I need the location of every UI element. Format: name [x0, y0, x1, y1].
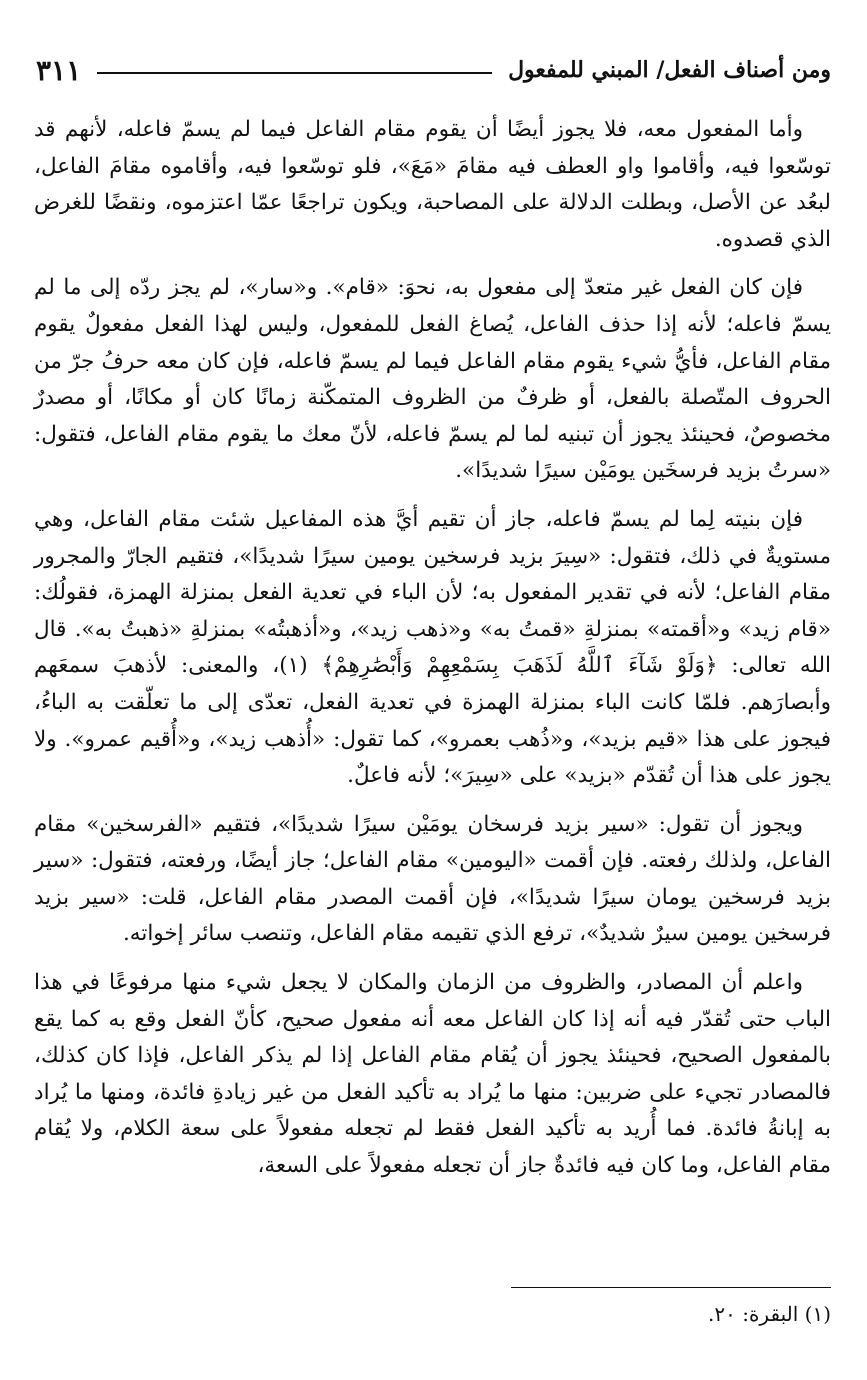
paragraph-4: ويجوز أن تقول: «سير بزيد فرسخان يومَيْن سيرًا شديدًا»، فتقيم «الفرسخين» مقام الفاعل، ولذلك رفعته. فإن أقمت «اليومين» مقام الفاعل؛ جاز أيضًا، ورفعته، فتقول: «سير بزيد فرسخين يومان سيرًا شديدًا»، فإن أقمت المصدر مقام الفاعل، قلت: «سير بزيد فرسخين يومين سيرٌ شديدٌ»، ترفع الذي تقيمه مقام الفاعل، وتنصب سائر إخواته.: [34, 811, 831, 947]
paragraph-3: فإن بنيته لِما لم يسمّ فاعله، جاز أن تقيم أيَّ هذه المفاعيل شئت مقام الفاعل، وهي مستويةٌ في ذلك، فتقول: «سِيرَ بزيد فرسخين يومين سيرًا شديدًا»، فتقيم الجارّ والمجرور مقام الفاعل؛ لأنه في تقدير المفعول به؛ لأن الباء في تعدية الفعل بمنزلة الهمزة، فقولُك: «قام زيد» و«أقمته» بمنزلةِ «قمتُ به» و«ذهب زيد»، و«أذهبتُه» بمنزلةِ «ذهبتُ به». قال الله تعالى: ﴿وَلَوْ شَآءَ ٱللَّهُ لَذَهَبَ بِسَمْعِهِمْ وَأَبْصَٰرِهِمْ﴾ (١)، والمعنى: لأذهبَ سمعَهم وأبصارَهم. فلمّا كانت الباء بمنزلة الهمزة في تعدية الفعل، تعدّى إلى ما تعلّقت به الباءُ، فيجوز على هذا «قيم بزيد»، و«ذُهب بعمرو»، كما تقول: «أُذهب زيد»، و«أُقيم عمرو». ولا يجوز على هذا أن تُقدّم «بزيد» على «سِيرَ»؛ لأنه فاعلٌ.: [34, 506, 831, 789]
paragraph-1: وأما المفعول معه، فلا يجوز أيضًا أن يقوم مقام الفاعل فيما لم يسمّ فاعله، لأنهم قد توسّعوا فيه، وأقاموا واو العطف فيه مقامَ «مَعَ»، فلو توسّعوا فيه، وأقاموه مقامَ الفاعل، لبعُد عن الأصل، وبطلت الدلالة على المصاحبة، ويكون تراجعًا عمّا اعتزموه، ونقضًا للغرض الذي قصدوه.: [34, 117, 831, 252]
footnote: (١) البقرة: ٢٠.: [708, 1302, 831, 1326]
paragraph-2: فإن كان الفعل غير متعدّ إلى مفعول به، نحوَ: «قام». و«سار»، لم يجز ردّه إلى ما لم يسمّ فاعله؛ لأنه إذا حذف الفاعل، يُصاغ الفعل للمفعول، وليس لهذا الفعل مفعولٌ يقوم مقام الفاعل، فأيُّ شيء يقوم مقام الفاعل فيما لم يسمّ فاعله، فإن كان معه حرفُ جرّ من الحروف المتّصلة بالفعل، أو ظرفٌ من الظروف المتمكّنة زمانًا كان أو مكانًا، أو مصدرٌ مخصوصٌ، فحينئذ يجوز أن تبنيه لما لم يسمّ فاعله، لأنّ معك ما يقوم مقام الفاعل، فتقول: «سرتُ بزيد فرسخَين يومَيْن سيرًا شديدًا».: [34, 275, 831, 484]
footnote-separator: [511, 1287, 831, 1288]
main-text: [34, 112, 831, 1197]
paragraph-5: واعلم أن المصادر، والظروف من الزمان والمكان لا يجعل شيء منها مرفوعًا في هذا الباب حتى تُقدّر فيه أنه إذا كان الفاعل معه أنه مفعول صحيح، كأنّ الفعل وقع به كما يقع بالمفعول الصحيح، فحينئذ يجوز أن يُقام مقام الفاعل إذا لم يذكر الفاعل، فإذا كان كذلك، فالمصادر تجيء على ضربين: منها ما يُراد به تأكيد الفعل من غير زيادةِ فائدة، ومنها ما يُراد به إبانةُ فائدة. فما أُريد به تأكيد الفعل فقط لم تجعله مفعولاً على سعة الكلام، ولا يُقام مقام الفاعل، وما كان فيه فائدةٌ جاز أن تجعله مفعولاً على السعة،: [34, 970, 831, 1179]
running-header: [36, 50, 831, 90]
page-number: ٣١١: [36, 53, 82, 87]
header-rule: [97, 72, 492, 74]
chapter-title: ومن أصناف الفعل/ المبني للمفعول: [508, 57, 831, 83]
